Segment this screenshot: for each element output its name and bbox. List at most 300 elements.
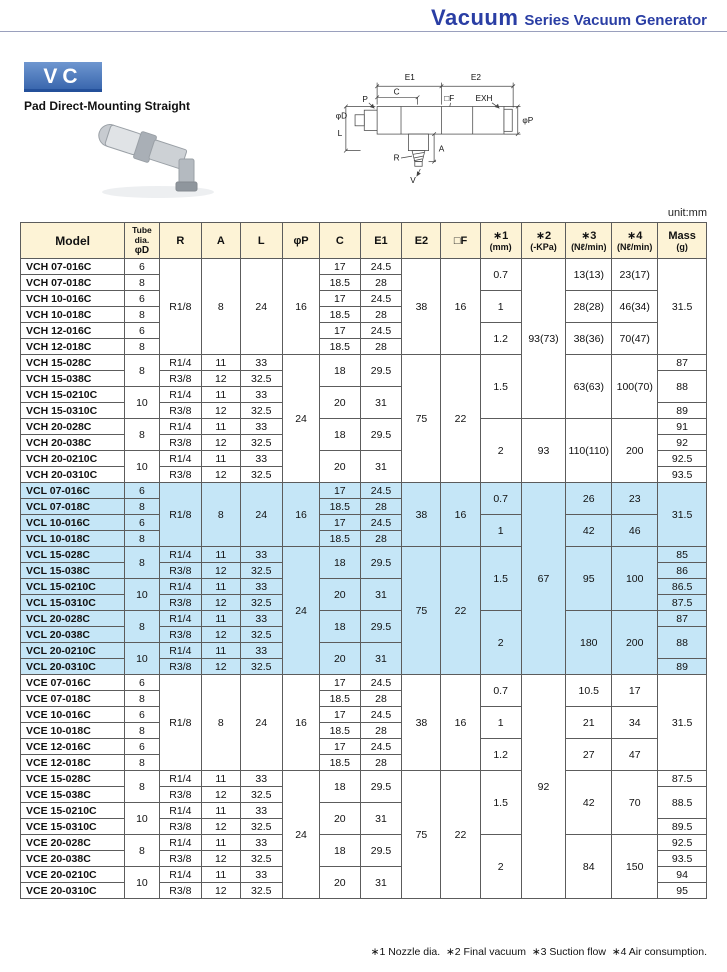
spec-cell: R3/8	[159, 403, 202, 419]
spec-cell: 27	[566, 739, 612, 771]
spec-cell: 33	[240, 867, 283, 883]
spec-cell: 2	[480, 419, 521, 483]
spec-cell: 12	[202, 819, 240, 835]
spec-cell: R1/8	[159, 675, 202, 771]
model-cell: VCE 12-018C	[21, 755, 125, 771]
spec-cell: 18	[320, 771, 360, 803]
spec-cell: 92.5	[658, 451, 707, 467]
spec-cell: R1/8	[159, 483, 202, 547]
spec-cell: 18	[320, 419, 360, 451]
spec-cell: 31	[360, 387, 402, 419]
spec-cell: 33	[240, 835, 283, 851]
series-name: Vacuum	[431, 5, 519, 30]
dim-label-f: □F	[444, 93, 455, 103]
spec-cell: 10	[125, 803, 159, 835]
dimension-diagram	[333, 66, 549, 204]
spec-cell: 17	[320, 707, 360, 723]
spec-cell: 18	[320, 611, 360, 643]
spec-cell: 32.5	[240, 403, 283, 419]
spec-cell: 18.5	[320, 307, 360, 323]
spec-cell: 24	[283, 771, 320, 899]
series-description: Series Vacuum Generator	[524, 12, 707, 29]
spec-cell: 92.5	[658, 835, 707, 851]
col-header-a: A	[202, 223, 240, 259]
spec-cell: 12	[202, 883, 240, 899]
spec-cell: 24	[283, 547, 320, 675]
spec-cell: 32.5	[240, 563, 283, 579]
model-cell: VCH 07-016C	[21, 259, 125, 275]
spec-cell: 10	[125, 451, 159, 483]
col-header-n3: ∗3 (Nℓ/min)	[566, 223, 612, 259]
spec-cell: R1/4	[159, 867, 202, 883]
spec-cell: 11	[202, 867, 240, 883]
spec-cell: 88	[658, 371, 707, 403]
spec-cell: 8	[125, 691, 159, 707]
spec-cell: R1/4	[159, 803, 202, 819]
spec-cell: 17	[612, 675, 658, 707]
spec-table-wrap	[20, 222, 707, 899]
spec-cell: 12	[202, 435, 240, 451]
dim-label-p: P	[362, 94, 368, 104]
spec-cell: 16	[283, 259, 320, 355]
spec-cell: 94	[658, 867, 707, 883]
model-cell: VCL 10-018C	[21, 531, 125, 547]
spec-cell: 12	[202, 371, 240, 387]
unit-note: unit:mm	[667, 207, 707, 219]
spec-cell: R3/8	[159, 595, 202, 611]
spec-cell: 26	[566, 483, 612, 515]
spec-cell: 200	[612, 419, 658, 483]
spec-cell: 31	[360, 643, 402, 675]
spec-cell: 31	[360, 803, 402, 835]
spec-cell: 75	[402, 547, 441, 675]
spec-cell: 8	[125, 755, 159, 771]
spec-cell: 67	[521, 483, 566, 675]
model-cell: VCH 15-0310C	[21, 403, 125, 419]
spec-cell: 11	[202, 611, 240, 627]
spec-cell: R1/4	[159, 451, 202, 467]
spec-cell: 22	[441, 355, 480, 483]
spec-cell: 42	[566, 515, 612, 547]
spec-cell: 28	[360, 275, 402, 291]
table-row	[21, 291, 707, 307]
spec-cell: 11	[202, 771, 240, 787]
spec-cell: 70	[612, 771, 658, 835]
spec-cell: 6	[125, 483, 159, 499]
col-header-c: C	[320, 223, 360, 259]
spec-cell: 0.7	[480, 259, 521, 291]
col-header-e1: E1	[360, 223, 402, 259]
spec-cell: 24.5	[360, 515, 402, 531]
spec-cell: 12	[202, 659, 240, 675]
dim-label-c: C	[393, 87, 400, 97]
spec-cell: 22	[441, 771, 480, 899]
spec-cell: 33	[240, 547, 283, 563]
spec-cell: 17	[320, 259, 360, 275]
spec-cell: 6	[125, 675, 159, 691]
model-cell: VCL 15-0210C	[21, 579, 125, 595]
model-cell: VCE 20-038C	[21, 851, 125, 867]
spec-cell: 8	[202, 675, 240, 771]
spec-cell: 16	[441, 259, 480, 355]
model-cell: VCL 20-028C	[21, 611, 125, 627]
model-cell: VCH 20-0210C	[21, 451, 125, 467]
spec-cell: 17	[320, 675, 360, 691]
spec-cell: R3/8	[159, 819, 202, 835]
table-row	[21, 259, 707, 275]
spec-cell: 28	[360, 499, 402, 515]
spec-cell: 33	[240, 579, 283, 595]
spec-cell: 23	[612, 483, 658, 515]
spec-cell: R3/8	[159, 467, 202, 483]
product-photo	[80, 102, 230, 202]
model-cell: VCH 10-016C	[21, 291, 125, 307]
spec-cell: 8	[125, 547, 159, 579]
spec-cell: 18	[320, 835, 360, 867]
spec-cell: 6	[125, 707, 159, 723]
spec-cell: 8	[125, 771, 159, 803]
spec-cell: 18	[320, 355, 360, 387]
spec-cell: 1	[480, 707, 521, 739]
spec-cell: 32.5	[240, 595, 283, 611]
model-cell: VCL 07-016C	[21, 483, 125, 499]
spec-cell: 10	[125, 579, 159, 611]
spec-cell: 16	[441, 483, 480, 547]
spec-cell: 89	[658, 659, 707, 675]
spec-cell: 17	[320, 323, 360, 339]
model-cell: VCH 10-018C	[21, 307, 125, 323]
dim-label-e1: E1	[404, 72, 415, 82]
spec-cell: 87.5	[658, 771, 707, 787]
spec-cell: 2	[480, 835, 521, 899]
spec-cell: 34	[612, 707, 658, 739]
spec-cell: 88	[658, 627, 707, 659]
spec-cell: 87	[658, 611, 707, 627]
spec-cell: 1.5	[480, 547, 521, 611]
col-header-n4: ∗4 (Nℓ/min)	[612, 223, 658, 259]
spec-cell: 46	[612, 515, 658, 547]
spec-cell: 84	[566, 835, 612, 899]
model-cell: VCE 20-0310C	[21, 883, 125, 899]
spec-cell: 18.5	[320, 499, 360, 515]
spec-cell: 10	[125, 867, 159, 899]
page-title	[431, 5, 707, 31]
model-cell: VCL 10-016C	[21, 515, 125, 531]
spec-cell: 32.5	[240, 851, 283, 867]
spec-cell: 32.5	[240, 787, 283, 803]
model-cell: VCL 15-038C	[21, 563, 125, 579]
table-row	[21, 515, 707, 531]
spec-cell: 18.5	[320, 755, 360, 771]
dim-label-a: A	[438, 144, 445, 154]
table-row	[21, 835, 707, 851]
spec-cell: 16	[283, 483, 320, 547]
spec-cell: 16	[283, 675, 320, 771]
dim-label-r: R	[393, 153, 400, 163]
spec-cell: 12	[202, 563, 240, 579]
spec-cell: 31	[360, 451, 402, 483]
col-header-n1: ∗1 (mm)	[480, 223, 521, 259]
spec-cell: 33	[240, 771, 283, 787]
col-header-n2: ∗2 (-KPa)	[521, 223, 566, 259]
spec-cell: 10.5	[566, 675, 612, 707]
model-cell: VCE 10-016C	[21, 707, 125, 723]
table-row	[21, 547, 707, 563]
spec-cell: 33	[240, 451, 283, 467]
spec-cell: 63(63)	[566, 355, 612, 419]
spec-cell: 12	[202, 627, 240, 643]
spec-cell: 89.5	[658, 819, 707, 835]
spec-cell: 18.5	[320, 275, 360, 291]
spec-cell: 100(70)	[612, 355, 658, 419]
spec-cell: 92	[521, 675, 566, 899]
spec-cell: R1/4	[159, 355, 202, 371]
spec-cell: 8	[202, 259, 240, 355]
spec-cell: 24.5	[360, 739, 402, 755]
spec-cell: 29.5	[360, 611, 402, 643]
col-header-f: □F	[441, 223, 480, 259]
spec-cell: 18.5	[320, 339, 360, 355]
spec-cell: 75	[402, 771, 441, 899]
table-row	[21, 675, 707, 691]
spec-cell: 8	[125, 419, 159, 451]
model-cell: VCE 12-016C	[21, 739, 125, 755]
spec-cell: 24.5	[360, 259, 402, 275]
spec-cell: 24.5	[360, 675, 402, 691]
spec-cell: 95	[658, 883, 707, 899]
spec-cell: 28	[360, 691, 402, 707]
spec-cell: 85	[658, 547, 707, 563]
spec-cell: 88.5	[658, 787, 707, 819]
spec-cell: 0.7	[480, 483, 521, 515]
spec-cell: 2	[480, 611, 521, 675]
spec-cell: 31.5	[658, 259, 707, 355]
spec-cell: 17	[320, 739, 360, 755]
col-header-tube-dia: Tube dia. φD	[125, 223, 159, 259]
model-cell: VCE 07-016C	[21, 675, 125, 691]
spec-cell: 32.5	[240, 371, 283, 387]
spec-cell: 22	[441, 547, 480, 675]
table-row	[21, 771, 707, 787]
spec-cell: 1	[480, 291, 521, 323]
spec-cell: 24	[240, 675, 283, 771]
spec-cell: 8	[125, 307, 159, 323]
spec-cell: 47	[612, 739, 658, 771]
spec-cell: 24.5	[360, 323, 402, 339]
col-header-mass: Mass (g)	[658, 223, 707, 259]
spec-cell: 8	[125, 275, 159, 291]
spec-cell: 93	[521, 419, 566, 483]
spec-cell: 11	[202, 835, 240, 851]
spec-cell: 6	[125, 259, 159, 275]
spec-cell: 11	[202, 643, 240, 659]
spec-cell: R1/8	[159, 259, 202, 355]
spec-cell: R1/4	[159, 579, 202, 595]
spec-cell: 20	[320, 387, 360, 419]
spec-cell: 28(28)	[566, 291, 612, 323]
spec-cell: 24	[283, 355, 320, 483]
spec-cell: 28	[360, 723, 402, 739]
spec-cell: 180	[566, 611, 612, 675]
spec-cell: 8	[125, 355, 159, 387]
spec-table	[20, 222, 707, 899]
spec-cell: 20	[320, 643, 360, 675]
spec-cell: 11	[202, 387, 240, 403]
model-cell: VCE 20-028C	[21, 835, 125, 851]
spec-cell: 8	[125, 499, 159, 515]
model-cell: VCH 20-0310C	[21, 467, 125, 483]
spec-cell: 46(34)	[612, 291, 658, 323]
spec-cell: 24.5	[360, 291, 402, 307]
model-cell: VCE 15-0310C	[21, 819, 125, 835]
col-header-model: Model	[21, 223, 125, 259]
spec-cell: 32.5	[240, 659, 283, 675]
spec-cell: 31.5	[658, 675, 707, 771]
spec-cell: 8	[125, 835, 159, 867]
spec-cell: 93.5	[658, 467, 707, 483]
spec-cell: R1/4	[159, 643, 202, 659]
spec-cell: 38(36)	[566, 323, 612, 355]
model-cell: VCL 07-018C	[21, 499, 125, 515]
spec-cell: 8	[125, 723, 159, 739]
spec-cell: 31	[360, 867, 402, 899]
model-cell: VCE 15-0210C	[21, 803, 125, 819]
table-row	[21, 739, 707, 755]
table-row	[21, 707, 707, 723]
spec-cell: 10	[125, 643, 159, 675]
dim-label-exh: EXH	[475, 93, 493, 103]
spec-cell: 29.5	[360, 547, 402, 579]
header-row	[21, 223, 707, 259]
spec-cell: 100	[612, 547, 658, 611]
spec-cell: 24	[240, 483, 283, 547]
spec-cell: 29.5	[360, 419, 402, 451]
model-cell: VCH 07-018C	[21, 275, 125, 291]
table-row	[21, 419, 707, 435]
spec-cell: 28	[360, 531, 402, 547]
spec-cell: 16	[441, 675, 480, 771]
spec-cell: 6	[125, 323, 159, 339]
spec-cell: 29.5	[360, 771, 402, 803]
title-divider	[0, 31, 727, 32]
spec-cell: R1/4	[159, 611, 202, 627]
model-cell: VCL 15-0310C	[21, 595, 125, 611]
spec-cell: 21	[566, 707, 612, 739]
spec-cell: R3/8	[159, 371, 202, 387]
spec-cell: 8	[125, 611, 159, 643]
spec-cell: 1	[480, 515, 521, 547]
spec-cell: 1.2	[480, 739, 521, 771]
spec-cell: 38	[402, 483, 441, 547]
spec-cell: 70(47)	[612, 323, 658, 355]
model-cell: VCH 12-018C	[21, 339, 125, 355]
spec-cell: R1/4	[159, 771, 202, 787]
spec-cell: 92	[658, 435, 707, 451]
spec-cell: 38	[402, 675, 441, 771]
spec-cell: R3/8	[159, 435, 202, 451]
spec-cell: 12	[202, 787, 240, 803]
spec-cell: 28	[360, 755, 402, 771]
spec-cell: 11	[202, 547, 240, 563]
spec-cell: 18.5	[320, 531, 360, 547]
spec-cell: R3/8	[159, 851, 202, 867]
model-cell: VCH 15-0210C	[21, 387, 125, 403]
spec-cell: 18	[320, 547, 360, 579]
col-header-e2: E2	[402, 223, 441, 259]
spec-cell: 12	[202, 851, 240, 867]
spec-cell: 95	[566, 547, 612, 611]
spec-cell: 32.5	[240, 467, 283, 483]
spec-cell: R1/4	[159, 387, 202, 403]
dim-label-phi-p: φP	[522, 116, 534, 126]
spec-cell: 33	[240, 419, 283, 435]
spec-cell: 11	[202, 579, 240, 595]
spec-cell: 86	[658, 563, 707, 579]
model-cell: VCL 15-028C	[21, 547, 125, 563]
spec-cell: 8	[202, 483, 240, 547]
spec-cell: 150	[612, 835, 658, 899]
spec-cell: 32.5	[240, 819, 283, 835]
spec-cell: R1/4	[159, 835, 202, 851]
spec-cell: R3/8	[159, 787, 202, 803]
spec-cell: 33	[240, 611, 283, 627]
spec-cell: 31.5	[658, 483, 707, 547]
spec-cell: 17	[320, 291, 360, 307]
spec-cell: 18.5	[320, 723, 360, 739]
col-header-phi-p: φP	[283, 223, 320, 259]
spec-cell: 28	[360, 339, 402, 355]
col-header-l: L	[240, 223, 283, 259]
dim-label-phi-d: φD	[335, 111, 348, 121]
model-cell: VCE 15-038C	[21, 787, 125, 803]
model-cell: VCH 12-016C	[21, 323, 125, 339]
spec-cell: 32.5	[240, 435, 283, 451]
dim-label-l: L	[337, 128, 343, 138]
model-cell: VCE 15-028C	[21, 771, 125, 787]
spec-cell: 6	[125, 739, 159, 755]
spec-cell: 93(73)	[521, 259, 566, 419]
spec-cell: 8	[125, 339, 159, 355]
table-row	[21, 611, 707, 627]
spec-cell: 200	[612, 611, 658, 675]
spec-cell: 24	[240, 259, 283, 355]
spec-cell: 91	[658, 419, 707, 435]
model-cell: VCE 20-0210C	[21, 867, 125, 883]
spec-cell: 0.7	[480, 675, 521, 707]
table-row	[21, 323, 707, 339]
spec-cell: R3/8	[159, 627, 202, 643]
spec-cell: 12	[202, 595, 240, 611]
spec-cell: 20	[320, 803, 360, 835]
spec-cell: 20	[320, 579, 360, 611]
spec-cell: 38	[402, 259, 441, 355]
model-cell: VCH 15-038C	[21, 371, 125, 387]
spec-cell: 32.5	[240, 883, 283, 899]
footnote: ∗1 Nozzle dia. ∗2 Final vacuum ∗3 Suction flow ∗4 Air consumption.	[370, 946, 707, 958]
table-row	[21, 483, 707, 499]
vc-series-badge: VC	[24, 62, 102, 92]
product-subtitle: Pad Direct-Mounting Straight	[24, 99, 190, 113]
spec-cell: 86.5	[658, 579, 707, 595]
spec-cell: R3/8	[159, 563, 202, 579]
model-cell: VCL 20-0310C	[21, 659, 125, 675]
spec-cell: 1.2	[480, 323, 521, 355]
spec-cell: 32.5	[240, 627, 283, 643]
spec-cell: 11	[202, 803, 240, 819]
model-cell: VCE 07-018C	[21, 691, 125, 707]
spec-cell: 6	[125, 515, 159, 531]
spec-cell: R1/4	[159, 547, 202, 563]
